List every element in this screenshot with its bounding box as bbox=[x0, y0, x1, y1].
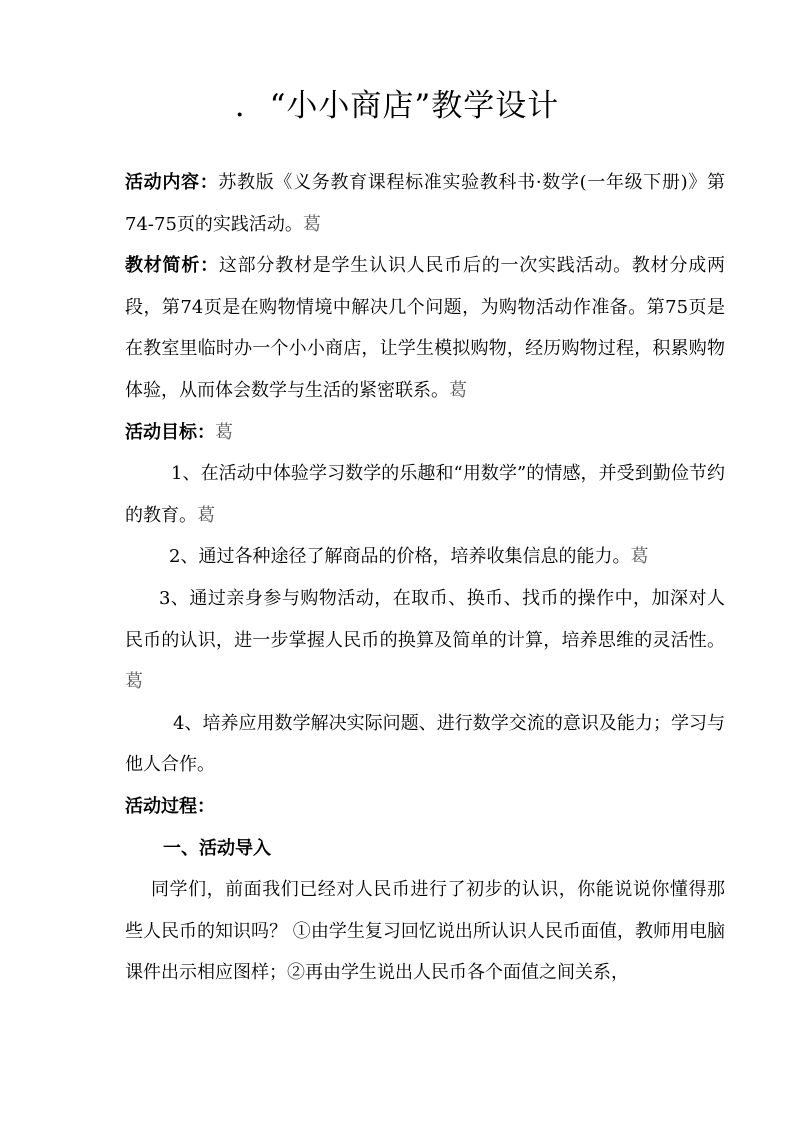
goals-heading bbox=[125, 412, 725, 454]
goal-item bbox=[125, 453, 725, 536]
document-title bbox=[0, 84, 794, 128]
paragraph-mark: 葛 bbox=[302, 213, 321, 235]
analysis-paragraph bbox=[125, 245, 725, 411]
title-text: “小小商店”教学设计 bbox=[269, 88, 560, 124]
paragraph-mark: 葛 bbox=[215, 421, 233, 443]
content-paragraph bbox=[125, 162, 725, 245]
goals-label: 活动目标： bbox=[125, 421, 215, 443]
analysis-label: 教材简析： bbox=[125, 255, 219, 277]
paragraph-mark: 葛 bbox=[630, 546, 649, 568]
goal-item bbox=[125, 536, 725, 578]
content-label: 活动内容： bbox=[125, 172, 219, 193]
document-body bbox=[125, 162, 725, 994]
goal-item bbox=[125, 578, 725, 703]
analysis-text: 这部分教材是学生认识人民币后的一次实践活动。教材分成两段，第74页是在购物情境中解决几个问题，为购物活动作准备。第75页是在教室里临时办一个小小商店，让学生模拟购物，经历购物过程，积累购物体验，从而体会数学与生活的紧密联系。 bbox=[125, 255, 726, 401]
goal-item bbox=[125, 703, 725, 786]
goal-text: 4、培养应用数学解决实际问题、进行数学交流的意识及能力；学习与他人合作。 bbox=[125, 712, 725, 776]
goal-text: 2、通过各种途径了解商品的价格，培养收集信息的能力。 bbox=[169, 546, 631, 568]
goal-text: 3、通过亲身参与购物活动，在取币、换币、找币的操作中，加深对人民币的认识，进一步掌握人民币的换算及简单的计算，培养思维的灵活性。 bbox=[125, 587, 725, 651]
content-text: 苏教版《义务教育课程标准实验教科书·数学(一年级下册)》第74-75页的实践活动。 bbox=[125, 172, 726, 235]
paragraph-mark: 葛 bbox=[197, 504, 215, 526]
paragraph-mark: 葛 bbox=[125, 671, 143, 693]
intro-paragraph: 同学们，前面我们已经对人民币进行了初步的认识，你能说说你懂得那些人民币的知识吗？ ①由学生复习回忆说出所认识人民币面值，教师用电脑课件出示相应图样；②再由学生说出人民币各个面值之间关系， bbox=[125, 879, 725, 984]
process-heading bbox=[125, 786, 725, 828]
paragraph-mark: 葛 bbox=[449, 379, 467, 401]
section-heading: 一、活动导入 bbox=[163, 837, 271, 859]
process-label: 活动过程： bbox=[125, 795, 215, 817]
title-bullet: . bbox=[234, 88, 246, 124]
goal-text: 1、在活动中体验学习数学的乐趣和“用数学”的情感，并受到勤俭节约的教育。 bbox=[125, 463, 725, 526]
